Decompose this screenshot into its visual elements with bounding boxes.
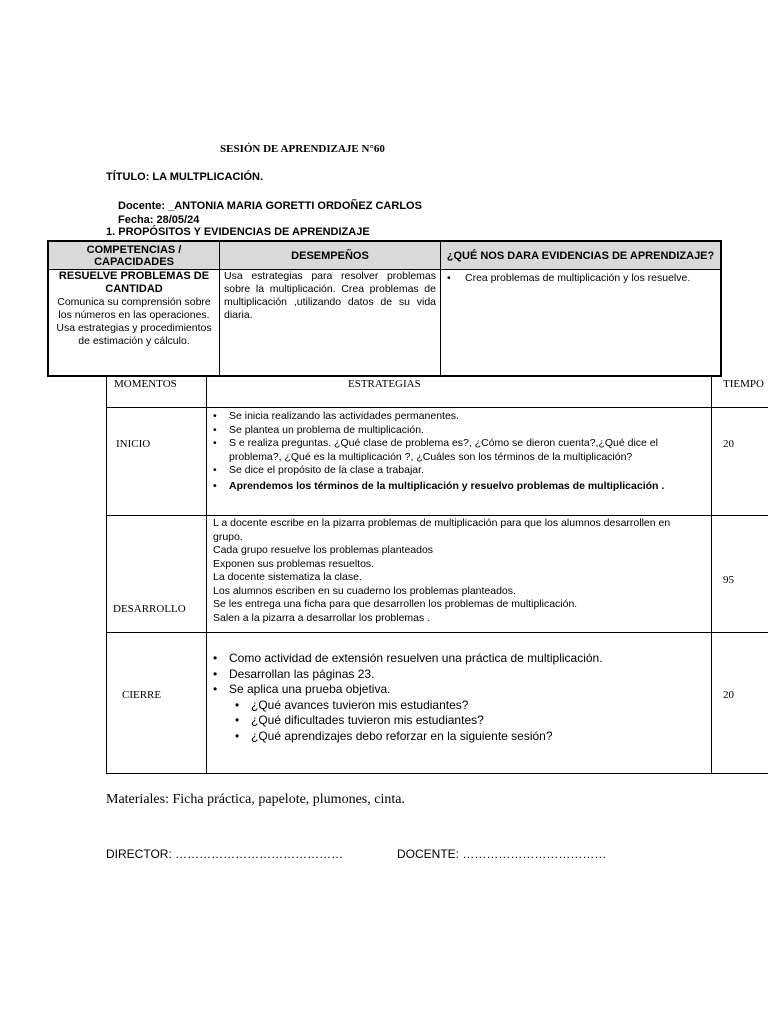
- bullet-icon: •: [235, 713, 240, 727]
- desarrollo-line: Exponen sus problemas resueltos.: [213, 557, 375, 570]
- list-item: [207, 651, 707, 667]
- evidencia-text: Crea problemas de multiplicación y los resuelve.: [465, 272, 691, 284]
- desarrollo-line: Se les entrega una ficha para que desarrollen los problemas de multiplicación.: [213, 598, 578, 610]
- list-item: [207, 682, 707, 698]
- capacidad-2: Usa estrategias y procedimientos de estimación y cálculo.: [56, 322, 212, 347]
- moment-desarrollo: DESARROLLO: [113, 603, 186, 615]
- list-item-text: ¿Qué avances tuvieron mis estudiantes?: [251, 697, 469, 712]
- competencias-cell: [49, 270, 220, 375]
- header-tiempo: TIEMPO: [723, 378, 764, 390]
- bullet-icon: •: [235, 697, 240, 712]
- list-item: [207, 410, 707, 424]
- moment-cierre: CIERRE: [122, 689, 162, 701]
- list-item-text: ¿Qué aprendizajes debo reforzar en la siguiente sesión?: [251, 728, 553, 743]
- desarrollo-line: L a docente escribe en la pizarra problemas de multiplicación para que los alumnos desarrollen en grupo.: [213, 517, 671, 543]
- bullet-icon: •: [213, 479, 217, 492]
- lesson-title: TÍTULO: LA MULTPLICACIÓN.: [106, 171, 264, 183]
- list-item-text: Se dice el propósito de la clase a trabajar.: [229, 464, 424, 476]
- section-heading: 1. PROPÓSITOS Y EVIDENCIAS DE APRENDIZAJE: [106, 226, 370, 238]
- teacher-signature: DOCENTE: ………………………………: [397, 847, 607, 861]
- bullet-icon: •: [213, 437, 217, 449]
- competencia-title: RESUELVE PROBLEMAS DE CANTIDAD: [58, 270, 210, 295]
- session-date: Fecha: 28/05/24: [118, 214, 200, 226]
- bullet-icon: •: [213, 666, 218, 681]
- list-item: [207, 464, 707, 478]
- materials-line: Materiales: Ficha práctica, papelote, plumones, cinta.: [106, 792, 405, 807]
- list-item: [207, 480, 707, 494]
- list-item-text: ¿Qué dificultades tuvieron mis estudiantes?: [251, 713, 484, 727]
- desarrollo-line: La docente sistematiza la clase.: [213, 571, 362, 583]
- bullet-icon: •: [213, 651, 218, 665]
- desarrollo-line: Salen a la pizarra a desarrollar los problemas .: [213, 611, 431, 624]
- bullet-icon: •: [235, 728, 240, 743]
- tiempo-cierre: 20: [723, 689, 734, 701]
- bullet-icon: •: [213, 464, 217, 476]
- header-competencias: COMPETENCIAS / CAPACIDADES: [49, 242, 220, 270]
- list-item: [207, 424, 707, 438]
- moment-inicio: INICIO: [116, 438, 151, 450]
- list-item-text: Se plantea un problema de multiplicación.: [229, 423, 424, 436]
- inicio-strategies: [207, 410, 707, 493]
- list-item-text: Se inicia realizando las actividades permanentes.: [229, 410, 459, 422]
- list-subitem: [207, 698, 707, 714]
- desarrollo-line: Cada grupo resuelve los problemas planteados: [213, 544, 434, 556]
- list-item-text: S e realiza preguntas. ¿Qué clase de problema es?, ¿Cómo se dieron cuenta?,¿Qué dice el problema?, ¿Qué es la multiplicación ?, ¿Cuáles son los términos de la multiplicación?: [229, 437, 658, 463]
- list-item-text: Como actividad de extensión resuelven una práctica de multiplicación.: [229, 651, 603, 665]
- desarrollo-line: Los alumnos escriben en su cuaderno los problemas planteados.: [213, 584, 516, 597]
- capacidad-1: Comunica su comprensión sobre los números en las operaciones.: [57, 296, 211, 321]
- header-evidencias: ¿QUÉ NOS DARA EVIDENCIAS DE APRENDIZAJE?: [441, 242, 720, 270]
- purposes-table: [47, 240, 722, 377]
- desempenos-cell: Usa estrategias para resolver problemas sobre la multiplicación. Crea problemas de multiplicación ,utilizando datos de su vida diaria.: [220, 270, 441, 375]
- session-title: SESIÓN DE APRENDIZAJE N°60: [220, 143, 385, 155]
- list-subitem: [207, 729, 707, 745]
- header-estrategias: ESTRATEGIAS: [348, 378, 421, 390]
- list-item-text: Desarrollan las páginas 23.: [229, 666, 375, 681]
- evidencias-cell: [441, 270, 720, 375]
- bullet-icon: •: [447, 272, 451, 284]
- header-desempenos: DESEMPEÑOS: [220, 242, 441, 270]
- director-signature: DIRECTOR: ……………………………………: [106, 847, 344, 861]
- bullet-icon: •: [213, 410, 217, 422]
- moments-table: [106, 377, 768, 774]
- bullet-icon: •: [213, 423, 217, 436]
- list-subitem: [207, 713, 707, 729]
- header-momentos: MOMENTOS: [114, 378, 177, 390]
- teacher-name: Docente: _ANTONIA MARIA GORETTI ORDOÑEZ CARLOS: [118, 200, 422, 212]
- bullet-icon: •: [213, 682, 218, 696]
- cierre-strategies: [207, 651, 707, 744]
- desarrollo-strategies: [213, 517, 699, 625]
- tiempo-inicio: 20: [723, 438, 734, 450]
- list-item-text: Aprendemos los términos de la multiplicación y resuelvo problemas de multiplicación .: [229, 479, 665, 492]
- tiempo-desarrollo: 95: [723, 574, 734, 586]
- list-item: [207, 437, 707, 464]
- list-item-text: Se aplica una prueba objetiva.: [229, 682, 391, 696]
- list-item: [207, 667, 707, 683]
